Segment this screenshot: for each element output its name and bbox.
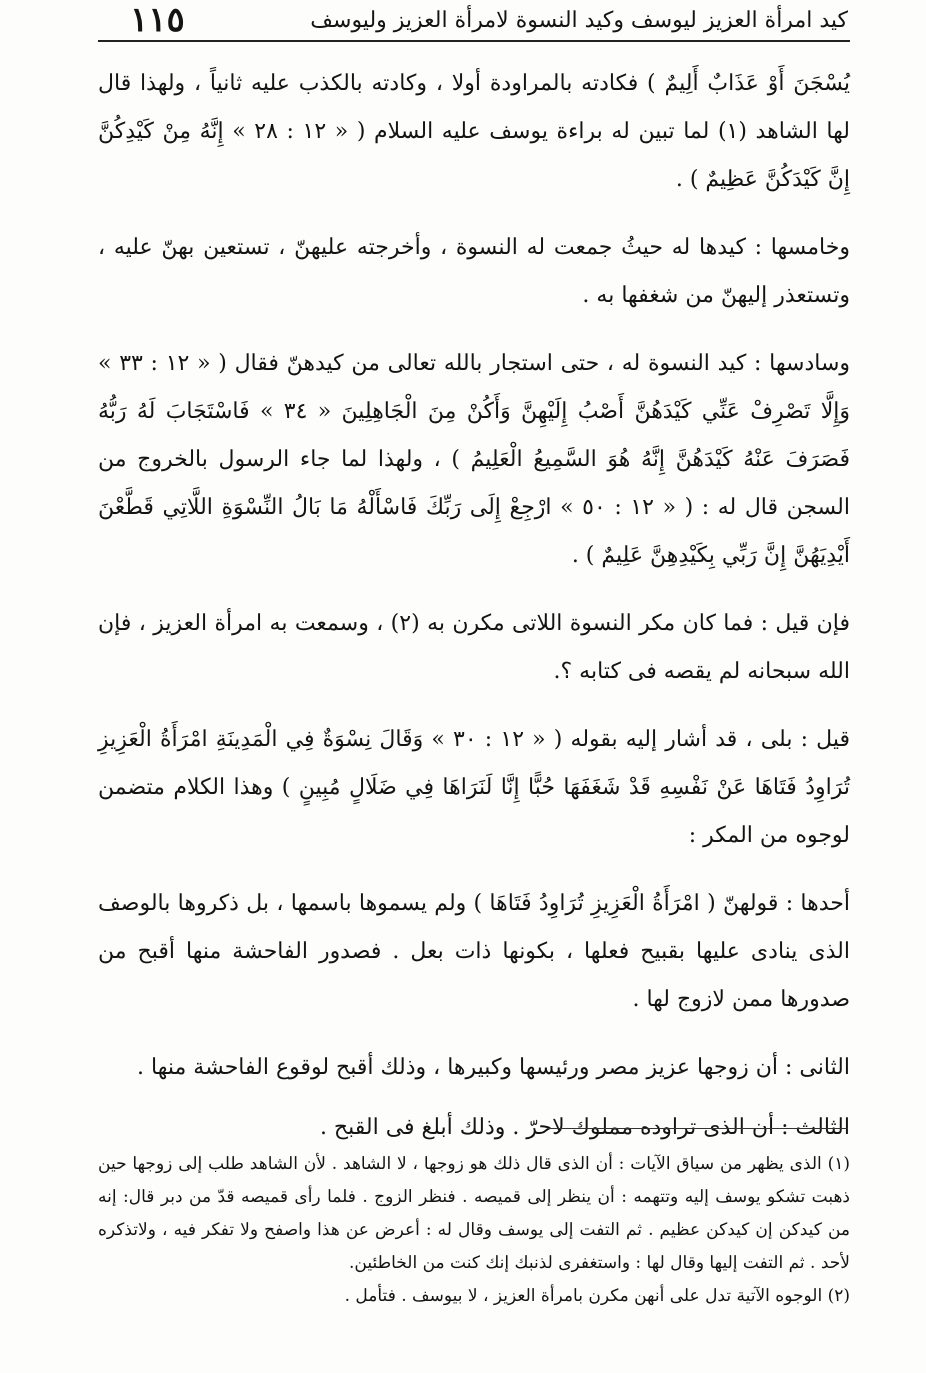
paragraph-7: الثانى : أن زوجها عزيز مصر ورئيسها وكبيرها ، وذلك أقبح لوقوع الفاحشة منها .: [137, 1055, 850, 1080]
paragraph-1: يُسْجَنَ أَوْ عَذَابٌ أَلِيمٌ ) فكادته بالمراودة أولا ، وكادته بالكذب عليه ثانياً ، ولهذا قال لها الشاهد (١) لما تبين له براءة يوسف عليه السلام ( « ١٢ : ٢٨ » إِنَّهُ مِنْ كَيْدِكُنَّ إِنَّ كَيْدَكُنَّ عَظِيمٌ ) .: [98, 71, 850, 192]
main-text: [98, 60, 850, 1164]
footnote-1: (١) الذى يظهر من سياق الآيات : أن الذى قال ذلك هو زوجها ، لا الشاهد . لأن الشاهد طلب إلى زوجها حين ذهبت تشكو يوسف إليه وتتهمه : أن ينظر إلى قميصه . فنظر الزوج . فلما رأى قميصه قدّ من دبر قال: إنه من كيدكن إن كيدكن عظيم . ثم التفت إلى يوسف وقال له : أعرض عن هذا واصفح ولا تفكر فيه ، ولاتذكره لأحد . ثم التفت إليها وقال لها : واستغفرى لذنبك إنك كنت من الخاطئين.: [98, 1154, 850, 1273]
paragraph-8: الثالث : أن الذى تراوده مملوك لاحرّ . وذلك أبلغ فى القبح .: [319, 1115, 850, 1140]
paragraph-5: قيل : بلى ، قد أشار إليه بقوله ( « ١٢ : ٣٠ » وَقَالَ نِسْوَةٌ فِي الْمَدِينَةِ امْرَأَةُ الْعَزِيزِ تُرَاوِدُ فَتَاهَا عَنْ نَفْسِهِ قَدْ شَغَفَهَا حُبًّا إِنَّا لَنَرَاهَا فِي ضَلَالٍ مُبِينٍ ) وهذا الكلام متضمن لوجوه من المكر :: [98, 727, 850, 848]
paragraph-6: أحدها : قولهنّ ( امْرَأَةُ الْعَزِيزِ تُرَاوِدُ فَتَاهَا ) ولم يسموها باسمها ، بل ذكروها بالوصف الذى ينادى عليها بقبيح فعلها ، بكونها ذات بعل . فصدور الفاحشة منها أقبح من صدورها ممن لازوج لها .: [98, 891, 850, 1012]
footnotes: [98, 1148, 850, 1313]
paragraph-4: فإن قيل : فما كان مكر النسوة اللاتى مكرن به (٢) ، وسمعت به امرأة العزيز ، فإن الله سبحانه لم يقصه فى كتابه ؟.: [98, 611, 851, 684]
footnote-rule: [548, 1128, 848, 1129]
header-rule: [98, 40, 850, 42]
page-number: ١١٥: [130, 0, 185, 40]
page-header: [100, 0, 848, 40]
paragraph-2: وخامسها : كيدها له حيثُ جمعت له النسوة ، وأخرجته عليهنّ ، تستعين بهنّ عليه ، وتستعذر إليهنّ من شغفها به .: [98, 235, 850, 308]
paragraph-3: وسادسها : كيد النسوة له ، حتى استجار بالله تعالى من كيدهنّ فقال ( « ١٢ : ٣٣ » وَإِلَّا تَصْرِفْ عَنِّي كَيْدَهُنَّ أَصْبُ إِلَيْهِنَّ وَأَكُنْ مِنَ الْجَاهِلِينَ « ٣٤ » فَاسْتَجَابَ لَهُ رَبُّهُ فَصَرَفَ عَنْهُ كَيْدَهُنَّ إِنَّهُ هُوَ السَّمِيعُ الْعَلِيمُ ) ، ولهذا لما جاء الرسول بالخروج من السجن قال له : ( « ١٢ : ٥٠ » ارْجِعْ إِلَى رَبِّكَ فَاسْأَلْهُ مَا بَالُ النِّسْوَةِ اللَّاتِي قَطَّعْنَ أَيْدِيَهُنَّ إِنَّ رَبِّي بِكَيْدِهِنَّ عَلِيمٌ ) .: [98, 351, 850, 568]
running-title: كيد امرأة العزيز ليوسف وكيد النسوة لامرأة العزيز وليوسف: [310, 7, 848, 33]
footnote-2: (٢) الوجوه الآتية تدل على أنهن مكرن بامرأة العزيز ، لا بيوسف . فتأمل .: [344, 1286, 850, 1306]
